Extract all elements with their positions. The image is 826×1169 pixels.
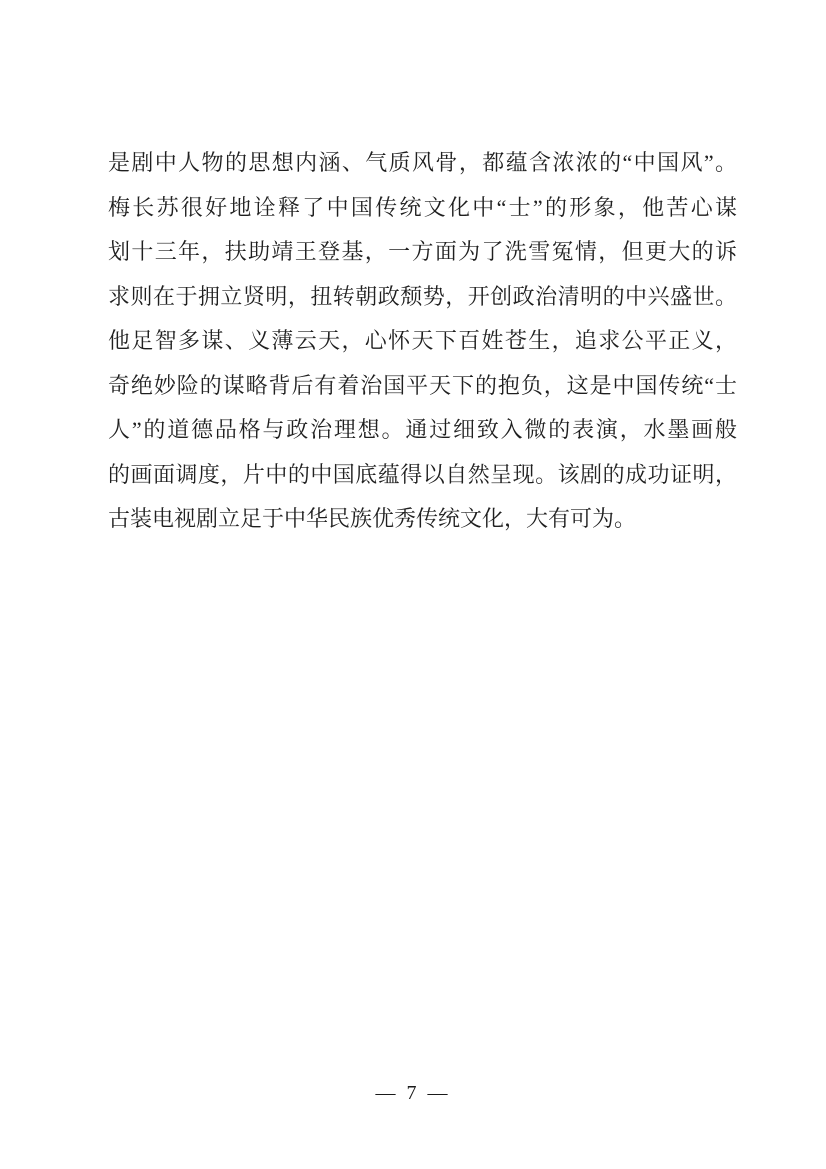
- paragraph-line: 是剧中人物的思想内涵、气质风骨，都蕴含浓浓的“中国风”。: [108, 150, 737, 175]
- body-paragraph: [108, 141, 737, 542]
- page-number: — 7 —: [375, 1082, 451, 1104]
- paragraph-line: 古装电视剧立足于中华民族优秀传统文化，大有可为。: [108, 506, 637, 531]
- paragraph-line: 求则在于拥立贤明，扭转朝政颓势，开创政治清明的中兴盛世。: [108, 283, 737, 309]
- paragraph-line: 奇绝妙险的谋略背后有着治国平天下的抱负，这是中国传统“士: [108, 372, 737, 398]
- paragraph-line: 梅长苏很好地诠释了中国传统文化中“士”的形象，他苦心谋: [108, 194, 737, 220]
- paragraph-line: 人”的道德品格与政治理想。通过细致入微的表演，水墨画般: [108, 417, 737, 442]
- paragraph-line: 的画面调度，片中的中国底蕴得以自然呈现。该剧的成功证明，: [108, 461, 737, 487]
- paragraph-line: 他足智多谋、义薄云天，心怀天下百姓苍生，追求公平正义，: [108, 328, 737, 353]
- paragraph-line: 划十三年，扶助靖王登基，一方面为了洗雪冤情，但更大的诉: [108, 239, 737, 264]
- page-footer: [0, 1082, 826, 1105]
